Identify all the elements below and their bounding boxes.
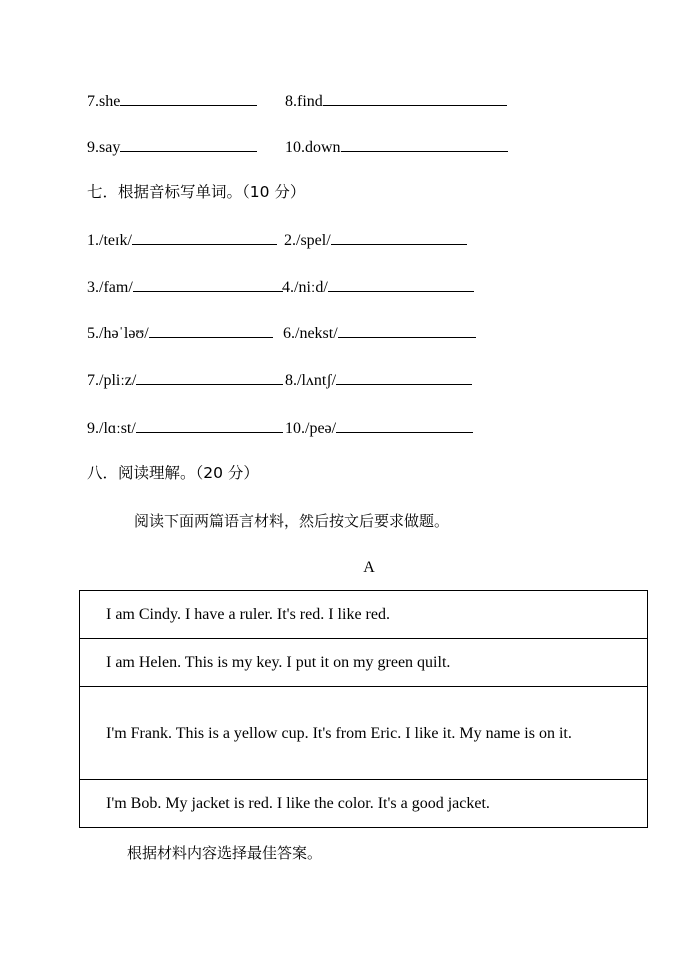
item-9-say: 9.say (87, 136, 257, 158)
answer-blank[interactable] (336, 369, 472, 385)
section-8-heading: 八．阅读理解。（20 分） (87, 464, 259, 482)
answer-blank[interactable] (149, 322, 273, 338)
passage-text: I'm Frank. This is a yellow cup. It's from Eric. I like it. My name is on it. (106, 724, 572, 742)
item-7-she: 7.she (87, 90, 257, 112)
phonetic-item-6: 6./nekst/ (283, 322, 476, 344)
reading-instruction: 阅读下面两篇语言材料，然后按文后要求做题。 (134, 512, 450, 530)
passage-row (80, 591, 648, 639)
item-10-down: 10.down (285, 136, 508, 158)
answer-blank[interactable] (328, 276, 474, 292)
phonetic-item-1: 1./teɪk/ (87, 229, 277, 251)
item-8-find: 8.find (285, 90, 507, 112)
phonetic-item-8: 8./lʌntʃ/ (285, 369, 472, 391)
answer-blank[interactable] (132, 229, 277, 245)
answer-blank[interactable] (323, 90, 507, 106)
passage-text: I am Helen. This is my key. I put it on my green quilt. (106, 654, 451, 671)
phonetic-item-9: 9./lɑːst/ (87, 417, 283, 439)
phonetic-item-10: 10./peə/ (285, 417, 473, 439)
answer-blank[interactable] (120, 136, 257, 152)
passage-row (80, 639, 648, 687)
answer-blank[interactable] (120, 90, 257, 106)
reading-passages-table (79, 590, 648, 828)
section-7-heading: 七．根据音标写单词。（10 分） (87, 183, 306, 201)
passage-text: I am Cindy. I have a ruler. It's red. I like red. (106, 606, 390, 623)
answer-blank[interactable] (136, 417, 283, 433)
question-prompt: 根据材料内容选择最佳答案。 (127, 844, 323, 862)
passage-row (80, 687, 648, 780)
answer-blank[interactable] (336, 417, 473, 433)
phonetic-item-5: 5./həˈləʊ/ (87, 322, 273, 344)
answer-blank[interactable] (133, 276, 283, 292)
passage-label: A (363, 559, 375, 576)
passage-row (80, 780, 648, 828)
answer-blank[interactable] (331, 229, 467, 245)
phonetic-item-2: 2./spel/ (284, 229, 467, 251)
answer-blank[interactable] (338, 322, 476, 338)
passage-text: I'm Bob. My jacket is red. I like the color. It's a good jacket. (106, 795, 490, 812)
answer-blank[interactable] (341, 136, 508, 152)
answer-blank[interactable] (136, 369, 283, 385)
phonetic-item-7: 7./pliːz/ (87, 369, 283, 391)
phonetic-item-4: 4./niːd/ (282, 276, 474, 298)
phonetic-item-3: 3./fam/ (87, 276, 283, 298)
